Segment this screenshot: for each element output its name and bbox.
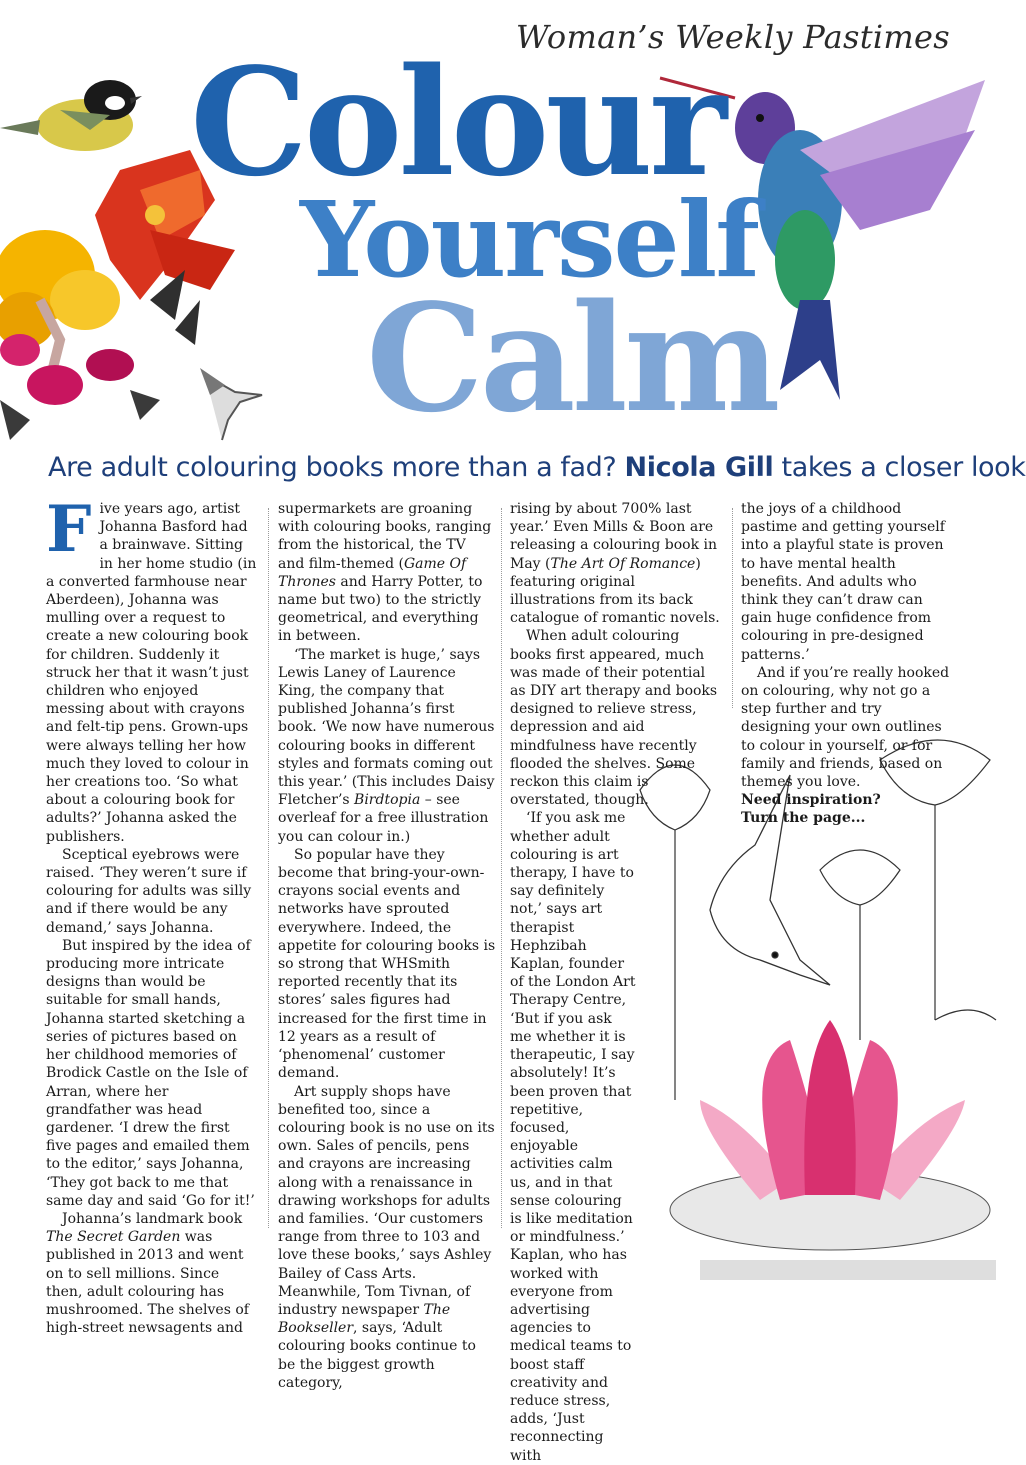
title-line-calm: Calm xyxy=(366,271,777,445)
small-sparrow-sketch-icon xyxy=(200,368,262,440)
call-to-action-turn-page: Turn the page... xyxy=(741,810,866,827)
standfirst-tail: takes a closer look xyxy=(781,452,1026,483)
article-paragraph: the joys of a childhood pastime and getting yourself into a playful state is proven to have mental health benefits. And adults who think they can’t draw can gain huge confidence from colouring in pre-designed patterns.’ xyxy=(741,501,945,663)
article-paragraph: Art supply shops have benefited too, since a colouring book is no use on its own. Sales of pencils, pens and crayons are increasing along with a renaissance in drawing workshops for adults and families. ‘Our customers range from three to 103 and love these books,’ says Ashley Bailey of Cass Arts. Meanwhile, Tom Tivnan, of industry newspaper The Bookseller, says, ‘Adult colouring books continue to be the biggest growth category, xyxy=(278,1083,495,1391)
article-paragraph: So popular have they become that bring-your-own-crayons social events and networks have sprouted everywhere. Indeed, the appetite for colouring books is so strong that WHSmith reported recently that its stores’ sales figures had increased for the first time in 12 years as a result of ‘phenomenal’ customer demand. xyxy=(278,846,496,1082)
article-column-1 xyxy=(46,492,258,1337)
article-paragraph: Five years ago, artist Johanna Basford had a brainwave. Sitting in her home studio (in a converted farmhouse near Aberdeen), Johanna was mulling over a request to create a new colouring book for children. Suddenly it struck her that it wasn’t just children who enjoyed messing about with crayons and felt-tip pens. Grown-ups were always telling her how much they loved to colour in her creations too. ‘So what about a colouring book for adults?’ Johanna asked the publishers. xyxy=(46,492,257,845)
column-divider xyxy=(501,508,502,1228)
article-paragraph: rising by about 700% last year.’ Even Mills & Boon are releasing a colouring book in May (The Art Of Romance) featuring original illustrations from its back catalogue of romantic novels. xyxy=(510,501,720,627)
author-name: Nicola Gill xyxy=(624,452,774,483)
article-column-2 xyxy=(278,500,496,1392)
column-divider xyxy=(732,508,733,708)
title-line-colour: Colour xyxy=(190,35,724,209)
article-column-3 xyxy=(510,500,724,1465)
title-line-yourself: Yourself xyxy=(300,178,758,301)
article-paragraph: Sceptical eyebrows were raised. ‘They weren’t sure if colouring for adults was silly and if there would be any demand,’ says Johanna. xyxy=(46,846,252,936)
article-paragraph: ‘If you ask me whether adult colouring is art therapy, I have to say definitely not,’ says art therapist Hephzibah Kaplan, founder of the London Art Therapy Centre, ‘But if you ask me whether it is therapeutic, I say absolutely! It’s been proven that repetitive, focused, enjoyable activities calm us, and in that sense colouring is like meditation or mindfulness.’ Kaplan, who has worked with everyone from advertising agencies to medical teams to boost staff creativity and reduce stress, adds, ‘Just reconnecting with xyxy=(510,810,636,1464)
standfirst xyxy=(48,452,1026,483)
article-paragraph: When adult colouring books first appeared, much was made of their potential as DIY art therapy and books designed to relieve stress, depression and aid mindfulness have recently flooded the shelves. Some reckon this claim is overstated, though. xyxy=(510,628,718,809)
article-paragraph: Johanna’s landmark book The Secret Garden was published in 2013 and went on to sell millions. Since then, adult colouring has mushroomed. The shelves of high-street newsagents and xyxy=(46,1210,249,1337)
article-paragraph: But inspired by the idea of producing more intricate designs than would be suitable for small hands, Johanna started sketching a series of pictures based on her childhood memories of Brodick Castle on the Isle of Arran, where her grandfather was head gardener. ‘I drew the first five pages and emailed them to the editor,’ says Johanna, ‘They got back to me that same day and said ‘Go for it!’ xyxy=(46,937,255,1209)
column-divider xyxy=(268,508,269,1228)
standfirst-lead: Are adult colouring books more than a fad? xyxy=(48,452,617,483)
article-column-4 xyxy=(741,500,953,828)
drop-cap: F xyxy=(46,492,92,567)
article-paragraph: ‘The market is huge,’ says Lewis Laney of Laurence King, the company that published Johanna’s first book. ‘We now have numerous colouring books in different styles and formats coming out this year.’ (This includes Daisy Fletcher’s Birdtopia – see overleaf for a free illustration you can colour in.) xyxy=(278,646,495,845)
call-to-action: Need inspiration? xyxy=(741,792,881,809)
great-tit-bird-icon xyxy=(0,80,142,151)
magazine-section-kicker: Woman’s Weekly Pastimes xyxy=(515,18,950,56)
article-paragraph: supermarkets are groaning with colouring books, ranging from the historical, the TV and film-themed (Game Of Thrones and Harry Potter, to name but two) to the strictly geometrical, and everything in between. xyxy=(278,501,492,645)
article-paragraph: And if you’re really hooked on colouring, why not go a step further and try designing your own outlines to colour in yourself, or for family and friends, based on themes you love. xyxy=(741,664,950,791)
